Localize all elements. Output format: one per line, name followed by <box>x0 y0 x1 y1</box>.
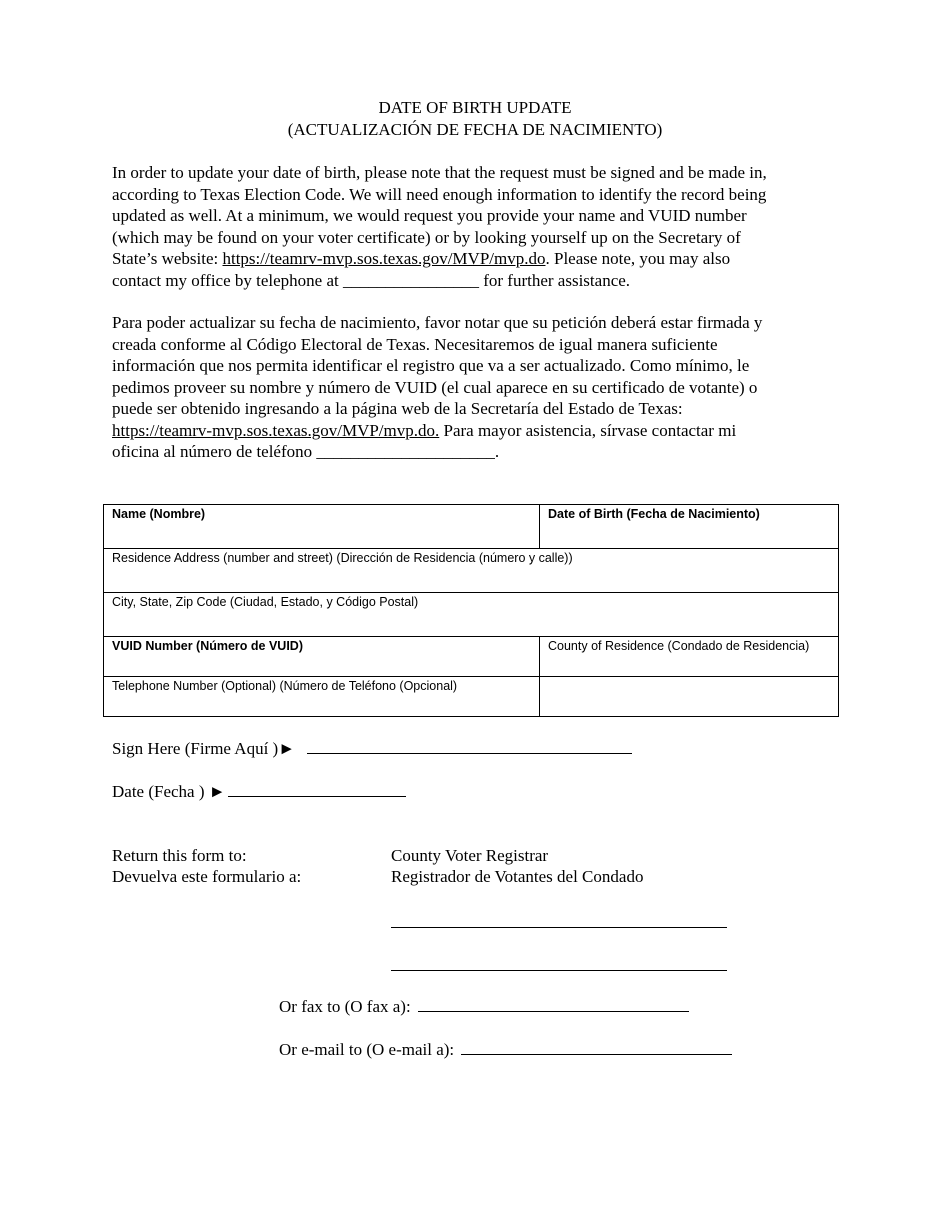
instructions-line: oficina al número de teléfono _____________________. <box>112 442 500 461</box>
instructions-text: Para mayor asistencia, sírvase contactar mi <box>439 420 737 440</box>
signature-row <box>112 737 632 760</box>
voter-info-table <box>103 504 839 717</box>
instructions-line <box>112 420 852 442</box>
residence-address-field[interactable]: Residence Address (number and street) (Dirección de Residencia (número y calle)) <box>104 549 839 593</box>
return-label-spanish: Devuelva este formulario a: <box>112 867 302 886</box>
instructions-text: State’s website: <box>112 249 223 268</box>
fax-label: Or fax to (O fax a): <box>279 997 411 1016</box>
instructions-line: puede ser obtenido ingresando a la página web de la Secretaría del Estado de Texas: <box>112 399 683 418</box>
empty-cell <box>540 677 839 717</box>
name-field[interactable]: Name (Nombre) <box>104 505 540 549</box>
sos-website-link[interactable]: https://teamrv-mvp.sos.texas.gov/MVP/mvp.do <box>222 249 546 268</box>
address-line-1[interactable] <box>391 927 727 928</box>
recipient-spanish: Registrador de Votantes del Condado <box>391 867 644 886</box>
instructions-spanish <box>112 312 852 463</box>
email-row <box>279 1038 732 1061</box>
email-label: Or e-mail to (O e-mail a): <box>279 1040 455 1059</box>
instructions-line <box>112 248 852 270</box>
instructions-line: Para poder actualizar su fecha de nacimiento, favor notar que su petición deberá estar firmada y <box>112 313 763 332</box>
signature-label: Sign Here (Firme Aquí )► <box>112 739 296 758</box>
date-row <box>112 780 406 803</box>
date-label: Date (Fecha ) ► <box>112 782 226 801</box>
instructions-line: contact my office by telephone at ________________ for further assistance. <box>112 270 631 290</box>
page-subtitle: (ACTUALIZACIÓN DE FECHA DE NACIMIENTO) <box>287 120 663 139</box>
return-label-english: Return this form to: <box>112 846 247 865</box>
date-line[interactable] <box>228 780 406 797</box>
instructions-line: creada conforme al Código Electoral de Texas. Necesitaremos de igual manera suficiente <box>112 334 718 354</box>
instructions-line: according to Texas Election Code. We will need enough information to identify the record being <box>112 184 767 204</box>
fax-line[interactable] <box>418 995 689 1012</box>
address-line-2[interactable] <box>391 970 727 971</box>
instructions-line: (which may be found on your voter certificate) or by looking yourself up on the Secretary of <box>112 227 741 247</box>
signature-line[interactable] <box>307 737 632 754</box>
email-line[interactable] <box>461 1038 732 1055</box>
instructions-line: información que nos permita identificar el registro que va a ser actualizado. Como mínimo, le <box>112 356 750 375</box>
telephone-field[interactable]: Telephone Number (Optional) (Número de Teléfono (Opcional) <box>104 677 540 717</box>
instructions-line: In order to update your date of birth, please note that the request must be signed and be made in, <box>112 163 767 182</box>
instructions-line: updated as well. At a minimum, we would request you provide your name and VUID number <box>112 206 747 225</box>
page-title: DATE OF BIRTH UPDATE <box>378 98 572 117</box>
date-of-birth-field[interactable]: Date of Birth (Fecha de Nacimiento) <box>540 505 839 549</box>
instructions-line: pedimos proveer su nombre y número de VUID (el cual aparece en su certificado de votante) o <box>112 377 758 397</box>
instructions-text: . Please note, you may also <box>545 249 731 268</box>
instructions-english <box>112 162 852 291</box>
sos-website-link-spanish[interactable]: https://teamrv-mvp.sos.texas.gov/MVP/mvp.do. <box>112 420 440 440</box>
recipient-english: County Voter Registrar <box>391 846 549 865</box>
county-of-residence-field[interactable]: County of Residence (Condado de Residencia) <box>540 637 839 677</box>
city-state-zip-field[interactable]: City, State, Zip Code (Ciudad, Estado, y Código Postal) <box>104 593 839 637</box>
fax-row <box>279 995 689 1018</box>
vuid-number-field[interactable]: VUID Number (Número de VUID) <box>104 637 540 677</box>
